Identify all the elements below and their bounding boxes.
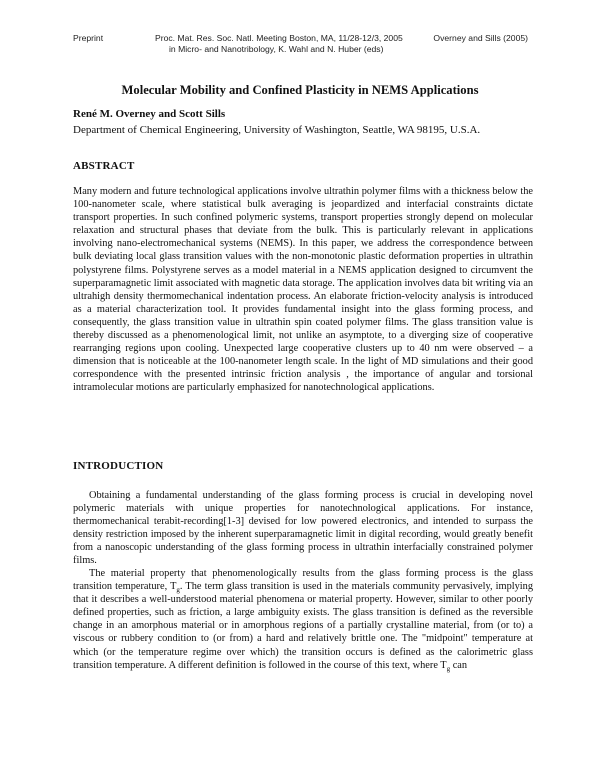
header-citation-line2: in Micro- and Nanotribology, K. Wahl and N. Huber (eds) [169,44,384,54]
intro-p2-text-c: can [450,659,468,671]
introduction-paragraph-2 [73,567,533,672]
abstract-heading: ABSTRACT [73,160,135,172]
paper-affiliation: Department of Chemical Engineering, University of Washington, Seattle, WA 98195, U.S.A. [73,124,481,136]
tg-subscript: g [446,664,451,673]
intro-p2-text-a: The material property that phenomenologically results from the glass forming process is the glass transition temperature, T [73,568,533,593]
header-citation [155,33,403,55]
paper-title: Molecular Mobility and Confined Plasticity in NEMS Applications [121,83,479,97]
introduction-paragraph-1: Obtaining a fundamental understanding of the glass forming process is crucial in developing novel polymeric materials with unique properties for nanotechnological applications. For instance, thermomechanical terabit-recording[1-3] devised for low powered electronics, and intended to surpass the density restriction imposed by the inherent superparamagnetic limit in digital recording, would greatly benefit from a nanoscopic understanding of the glass forming process in ultrathin interfacially constrained polymer films. [73,490,533,567]
abstract-text: Many modern and future technological applications involve ultrathin polymer films with a thickness below the 100-nanometer scale, where statistical bulk averaging is jeopardized and interfacial constraints dictate transport properties. In such confined polymeric systems, transport properties strongly depend on molecular relaxation and structural phases that deviate from the bulk. This is particularly relevant in applications involving nano-electromechanical systems (NEMS). In this paper, we address the correspondence between bulk deviating local glass transition values with the non-monotonic plastic deformation properties in ultrathin polystyrene films. Polystyrene serves as a model material in a NEMS application designed to circumvent the superparamagnetic limit associated with magnetic data storage. The application involves data bit writing via an ultrahigh density thermomechanical indentation process. An elaborate friction-velocity analysis is introduced as a material characterization tool. It provides fundamental insight into the glass forming process, and consequently, the glass transition value in ultrathin spin coated polymer films. The glass transition value is thereby discussed as a phenomenological limit, not unlike an asymptote, to a diverging size of cooperative rearranging regions upon cooling. Unexpected large cooperative clusters up to 40 nm were observed – a dimension that is noticeable at the 100-nanometer length scale. In the light of MD simulations and their good correspondence with the presented intrinsic friction analysis , the importance of angular and torsional intramolecular motions are particularly emphasized for nanotechnological applications. [73,186,533,394]
intro-p2-text-b: . The term glass transition is used in the materials community pervasively, implying that it describes a well-understood material phenomena or material property. However, similar to other poorly defined properties, such as friction, a large ambiguity exists. The glass transition is defined as the reversible change in an amorphous material or in amorphous regions of a partially crystalline material, from (or to) a viscous or rubbery condition to (or from) a hard and relatively brittle one. The "midpoint" temperature at which (or the temperature regime over which) the transition occurs is defined as the calorimetric glass transition temperature. A different definition is followed in the course of this text, where T [73,581,533,671]
header-preprint-label: Preprint [73,33,104,43]
tg-subscript: g [176,586,180,595]
paper-authors: René M. Overney and Scott Sills [73,108,226,120]
header-authors-year: Overney and Sills (2005) [433,33,528,43]
introduction-heading: INTRODUCTION [73,460,164,472]
header-citation-line1: Proc. Mat. Res. Soc. Natl. Meeting Boston, MA, 11/28-12/3, 2005 [155,33,403,43]
